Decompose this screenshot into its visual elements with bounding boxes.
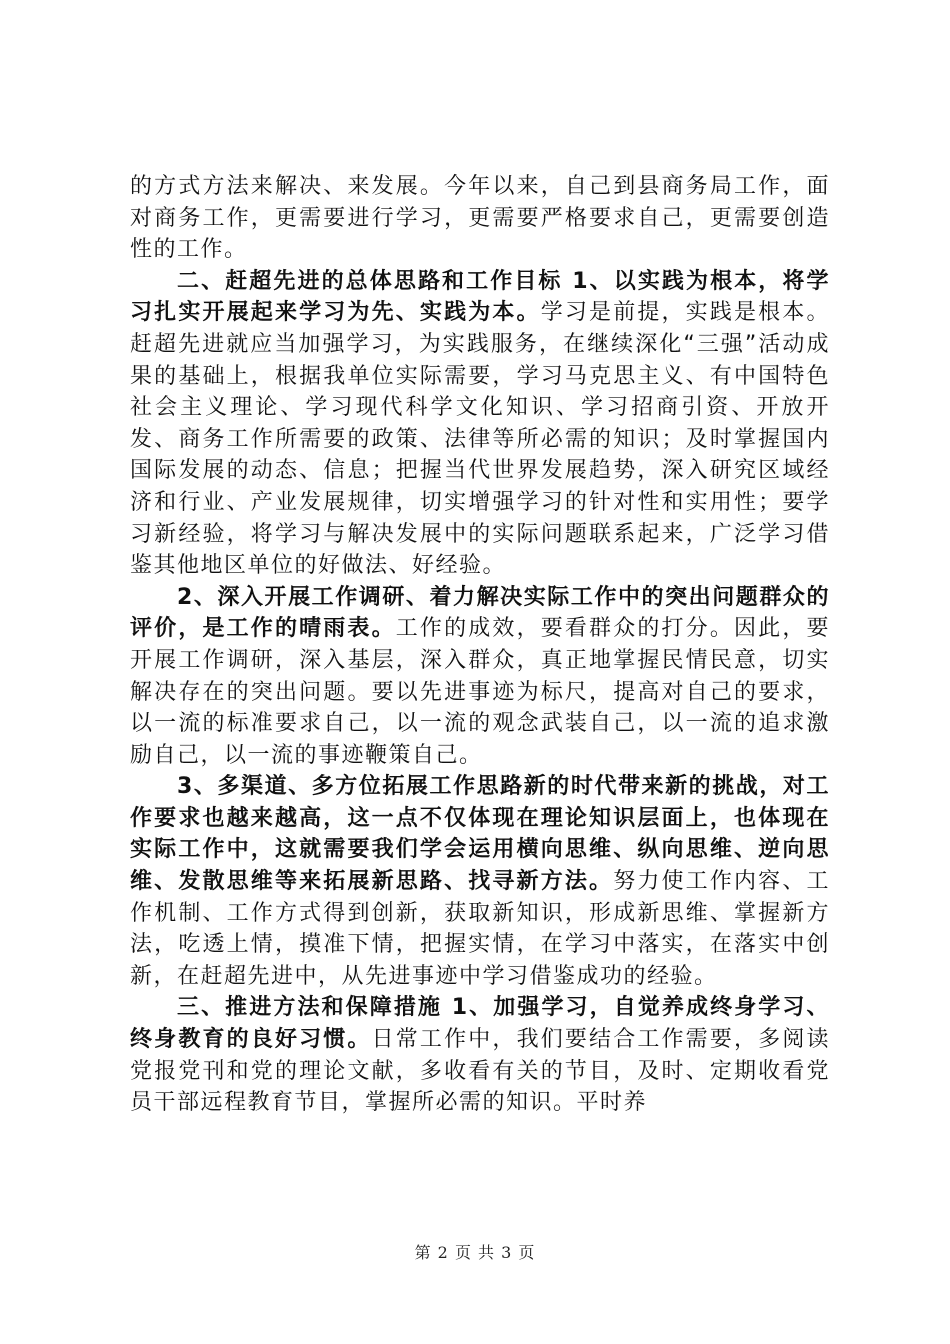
- paragraph-2-text: 学习是前提，实践是根本。赶超先进就应当加强学习，为实践服务，在继续深化“三强”活动成果的基础上，根据我单位实际需要，学习马克思主义、有中国特色社会主义理论、学习现代科学文化知识、学习招商引资、开放开发、商务工作所需要的政策、法律等所必需的知识；及时掌握国内国际发展的动态、信息；把握当代世界发展趋势，深入研究区域经济和行业、产业发展规律，切实增强学习的针对性和实用性；要学习新经验，将学习与解决发展中的实际问题联系起来，广泛学习借鉴其他地区单位的好做法、好经验。: [130, 300, 830, 579]
- paragraph-3-text: 工作的成效，要看群众的打分。因此，要开展工作调研，深入基层，深入群众，真正地掌握民情民意，切实解决存在的突出问题。要以先进事迹为标尺，提高对自己的要求，以一流的标准要求自己，以一流的观念武装自己，以一流的追求激励自己，以一流的事迹鞭策自己。: [130, 616, 830, 768]
- paragraph-4: [130, 771, 830, 992]
- paragraph-1: [130, 171, 830, 266]
- document-body: [130, 171, 830, 1119]
- paragraph-3-heading: 2、深入开展工作调研、着力解决实际工作中的突出问题群众的评价，是工作的晴雨表。: [130, 584, 830, 642]
- paragraph-5-text: 日常工作中，我们要结合工作需要，多阅读党报党刊和党的理论文献，多收看有关的节目，及时、定期收看党员干部远程教育节目，掌握所必需的知识。平时养: [130, 1027, 830, 1116]
- paragraph-5: [130, 992, 830, 1118]
- paragraph-4-text: 努力使工作内容、工作机制、工作方式得到创新，获取新知识，形成新思维、掌握新方法，吃透上情，摸准下情，把握实情，在学习中落实，在落实中创新，在赶超先进中，从先进事迹中学习借鉴成功的经验。: [130, 869, 830, 989]
- paragraph-2: [130, 266, 830, 582]
- paragraph-4-heading: 3、多渠道、多方位拓展工作思路新的时代带来新的挑战，对工作要求也越来越高，这一点不仅体现在理论知识层面上，也体现在实际工作中，这就需要我们学会运用横向思维、纵向思维、逆向思维、发散思维等来拓展新思路、找寻新方法。: [130, 774, 830, 895]
- paragraph-3: [130, 582, 830, 772]
- paragraph-2-heading: 二、赶超先进的总体思路和工作目标 1、以实践为根本，将学习扎实开展起来学习为先、实践为本。: [130, 268, 830, 326]
- paragraph-1-text: 的方式方法来解决、来发展。今年以来，自己到县商务局工作，面对商务工作，更需要进行学习，更需要严格要求自己，更需要创造性的工作。: [130, 174, 830, 263]
- paragraph-5-heading: 三、推进方法和保障措施 1、加强学习，自觉养成终身学习、终身教育的良好习惯。: [130, 995, 830, 1053]
- page-number-footer: 第 2 页 共 3 页: [414, 1243, 536, 1262]
